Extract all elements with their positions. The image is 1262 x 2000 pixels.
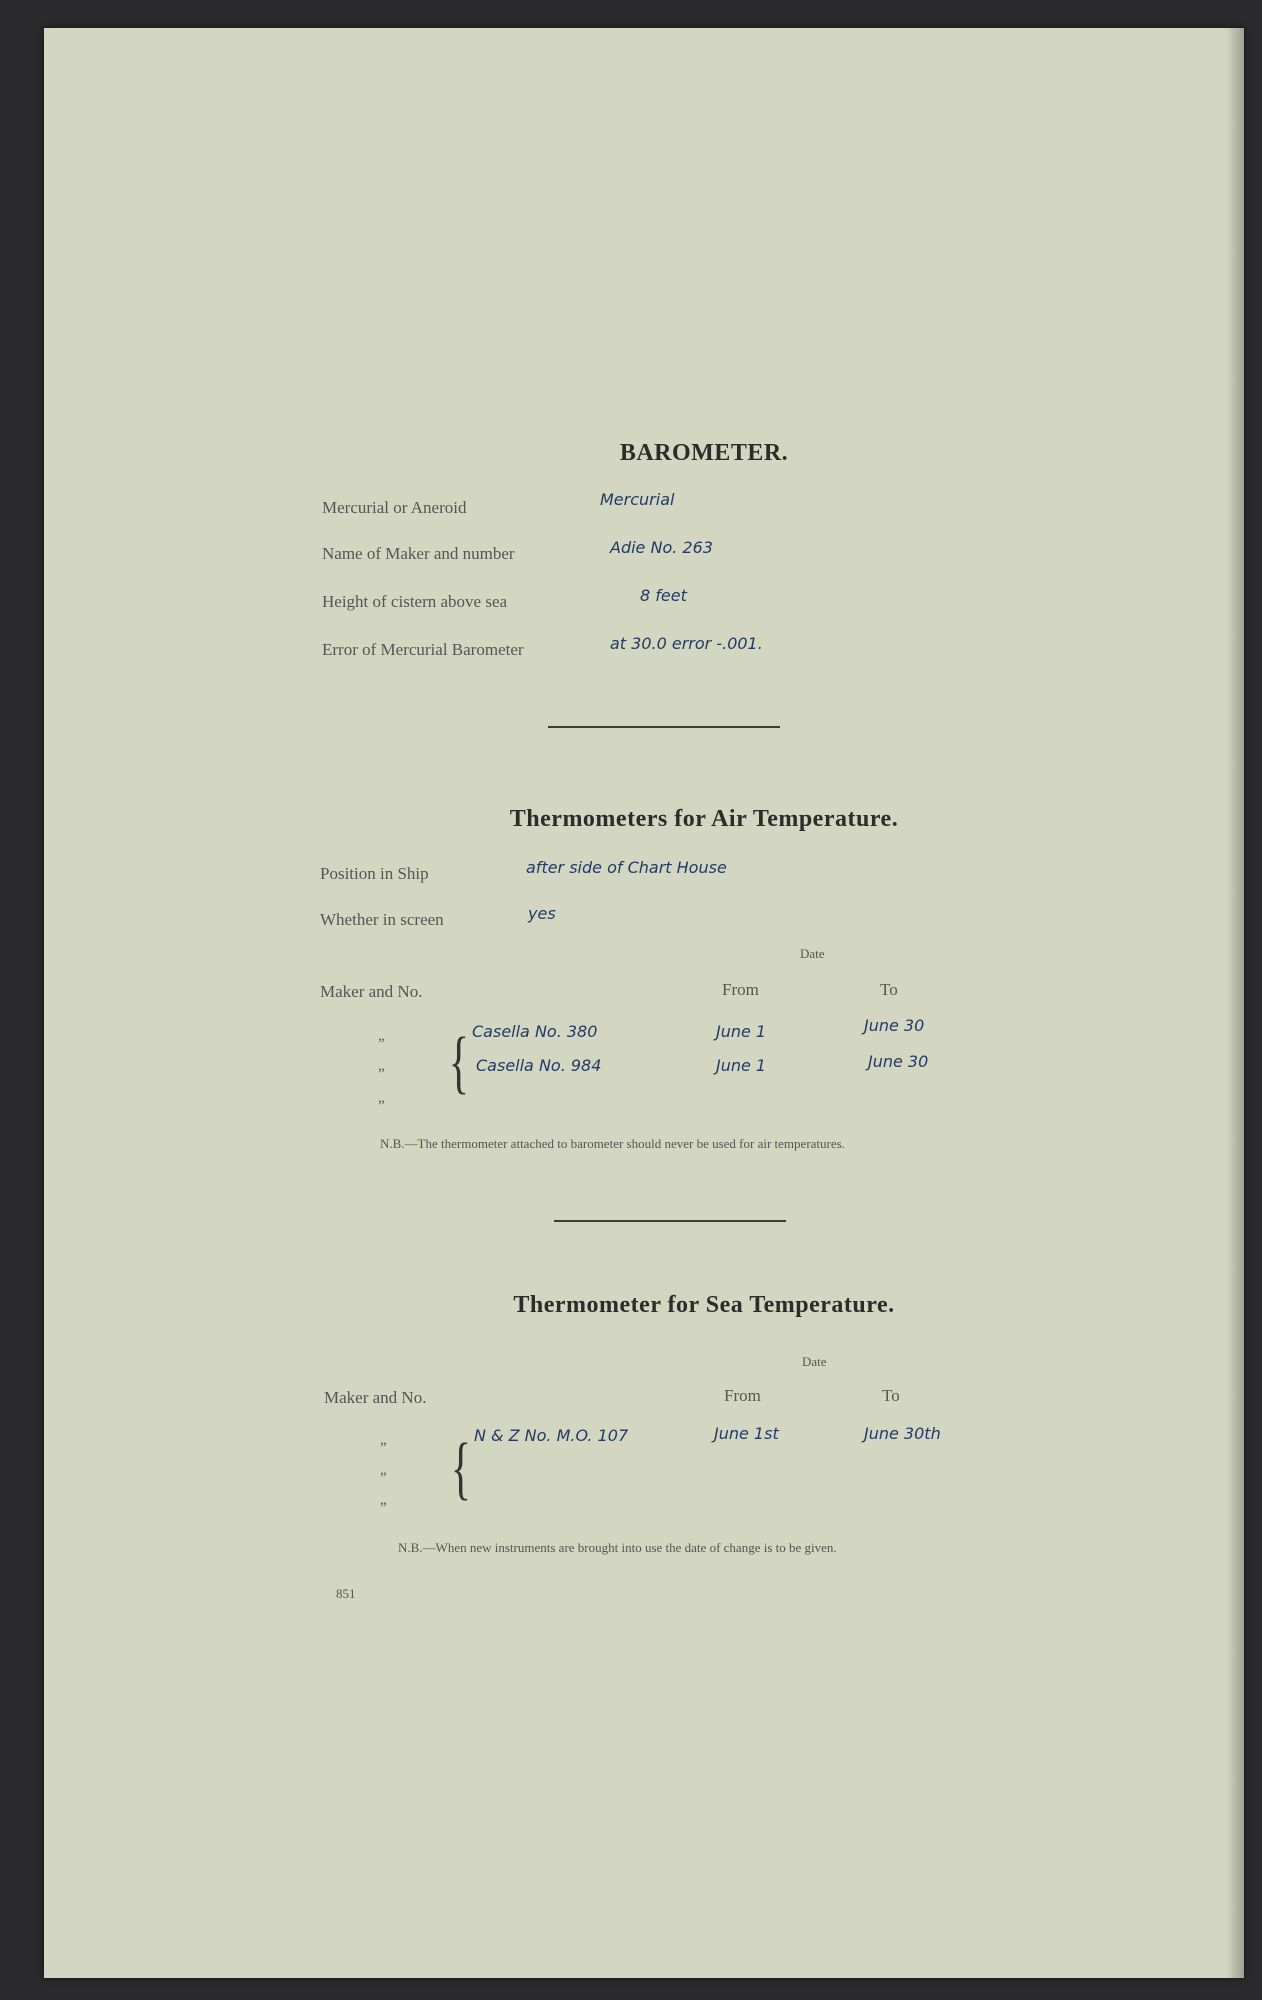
divider-2 xyxy=(554,1220,786,1222)
sea-brace: { xyxy=(450,1430,471,1507)
air-to-label: To xyxy=(880,980,898,999)
sea-ditto-1: ” xyxy=(380,1440,387,1456)
barometer-value-height: 8 feet xyxy=(640,586,687,605)
barometer-label-maker: Name of Maker and number xyxy=(322,544,515,563)
sea-heading: Thermometer for Sea Temperature. xyxy=(513,1292,895,1318)
barometer-value-maker: Adie No. 263 xyxy=(610,538,713,557)
air-screen-label: Whether in screen xyxy=(320,910,444,929)
air-ditto-1: ” xyxy=(378,1036,385,1052)
sea-ditto-2: ” xyxy=(380,1470,387,1486)
barometer-value-error: at 30.0 error -.001. xyxy=(610,634,763,653)
sea-from-1: June 1st xyxy=(714,1424,779,1443)
air-maker-2: Casella No. 984 xyxy=(476,1056,602,1075)
form-page xyxy=(44,28,1244,1978)
sea-maker-1: N & Z No. M.O. 107 xyxy=(474,1426,629,1445)
air-screen-value: yes xyxy=(528,904,556,923)
air-position-label: Position in Ship xyxy=(320,864,429,883)
form-number: 851 xyxy=(336,1586,356,1601)
air-ditto-2: ” xyxy=(378,1066,385,1082)
air-from-label: From xyxy=(722,980,759,999)
sea-note: N.B.—When new instruments are brought into use the date of change is to be given. xyxy=(398,1540,837,1555)
sea-to-1: June 30th xyxy=(864,1424,941,1443)
sea-date-label: Date xyxy=(802,1354,827,1369)
sea-ditto-3: ” xyxy=(380,1500,387,1516)
air-brace: { xyxy=(448,1024,469,1101)
barometer-value-type: Mercurial xyxy=(600,490,675,509)
barometer-heading: BAROMETER. xyxy=(619,440,789,466)
barometer-label-type: Mercurial or Aneroid xyxy=(322,498,467,517)
air-date-label: Date xyxy=(800,946,825,961)
sea-maker-label: Maker and No. xyxy=(324,1388,427,1407)
air-to-2: June 30 xyxy=(868,1052,929,1071)
sea-to-label: To xyxy=(882,1386,900,1405)
air-ditto-3: ” xyxy=(378,1098,385,1114)
air-note: N.B.—The thermometer attached to barometer should never be used for air temperatures. xyxy=(380,1136,845,1151)
air-heading: Thermometers for Air Temperature. xyxy=(509,806,899,832)
barometer-label-height: Height of cistern above sea xyxy=(322,592,508,611)
air-maker-label: Maker and No. xyxy=(320,982,423,1001)
air-to-1: June 30 xyxy=(864,1016,925,1035)
air-maker-1: Casella No. 380 xyxy=(472,1022,598,1041)
divider-1 xyxy=(548,726,780,728)
air-position-value: after side of Chart House xyxy=(526,858,727,877)
sea-from-label: From xyxy=(724,1386,761,1405)
air-from-2: June 1 xyxy=(716,1056,767,1075)
air-from-1: June 1 xyxy=(716,1022,767,1041)
barometer-label-error: Error of Mercurial Barometer xyxy=(322,640,524,659)
